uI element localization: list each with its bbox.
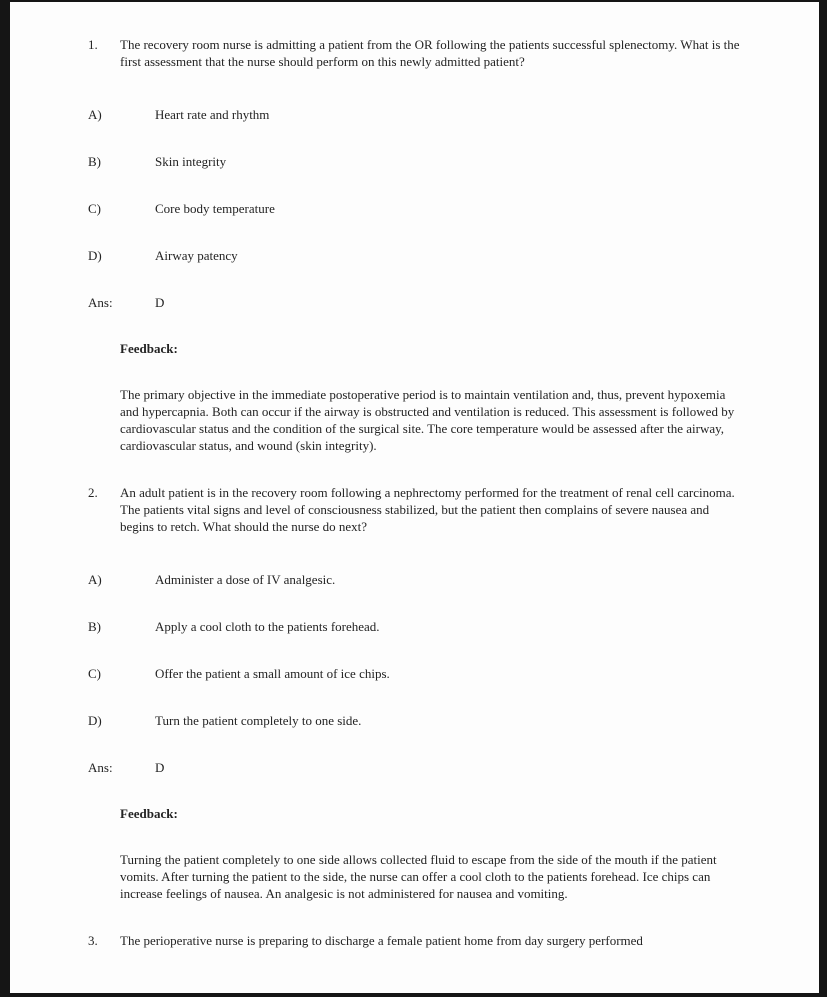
question-2-stem <box>88 484 749 535</box>
option-letter: D) <box>88 713 102 728</box>
question-number: 1. <box>88 37 98 52</box>
option-letter: B) <box>88 619 101 634</box>
option-text: Turn the patient completely to one side. <box>155 713 362 728</box>
answer-value: D <box>155 760 165 775</box>
option-text: Apply a cool cloth to the patients forehead. <box>155 619 380 634</box>
answer-row <box>88 294 749 311</box>
option-d <box>88 247 749 264</box>
question-2 <box>88 484 749 902</box>
question-1 <box>88 36 749 454</box>
option-a <box>88 571 749 588</box>
option-c <box>88 665 749 682</box>
option-letter: C) <box>88 201 101 216</box>
question-1-stem <box>88 36 749 70</box>
question-3-stem <box>88 932 749 949</box>
answer-value: D <box>155 295 165 310</box>
feedback-label: Feedback: <box>120 341 178 356</box>
option-letter: C) <box>88 666 101 681</box>
option-letter: D) <box>88 248 102 263</box>
option-text: Core body temperature <box>155 201 275 216</box>
option-letter: B) <box>88 154 101 169</box>
option-a <box>88 106 749 123</box>
feedback-text: Turning the patient completely to one side allows collected fluid to escape from the side of the mouth if the patient vomits. After turning the patient to the side, the nurse can offer a cool cloth to the patients forehead. Ice chips can increase feelings of nausea. An analgesic is not administered for nausea and vomiting. <box>120 852 717 901</box>
feedback-text: The primary objective in the immediate postoperative period is to maintain ventilation and, thus, prevent hypoxemia and hypercapnia. Both can occur if the airway is obstructed and ventilation is reduced. This assessment is followed by cardiovascular status and the condition of the surgical site. The core temperature would be assessed after the airway, cardiovascular status, and wound (skin integrity). <box>120 387 735 453</box>
question-text: An adult patient is in the recovery room following a nephrectomy performed for the treatment of renal cell carcinoma. The patients vital signs and level of consciousness stabilized, but the patient then complains of severe nausea and begins to retch. What should the nurse do next? <box>120 485 735 534</box>
question-text: The recovery room nurse is admitting a patient from the OR following the patients successful splenectomy. What is the first assessment that the nurse should perform on this newly admitted patient? <box>120 37 740 69</box>
answer-label: Ans: <box>88 760 113 775</box>
option-c <box>88 200 749 217</box>
feedback-label: Feedback: <box>120 806 178 821</box>
question-number: 3. <box>88 933 98 948</box>
question-text: The perioperative nurse is preparing to discharge a female patient home from day surgery performed <box>120 933 643 948</box>
option-b <box>88 618 749 635</box>
question-number: 2. <box>88 485 98 500</box>
option-d <box>88 712 749 729</box>
option-text: Skin integrity <box>155 154 227 169</box>
answer-row <box>88 759 749 776</box>
question-3 <box>88 932 749 949</box>
option-text: Offer the patient a small amount of ice chips. <box>155 666 390 681</box>
answer-label: Ans: <box>88 295 113 310</box>
option-text: Airway patency <box>155 248 238 263</box>
document-page <box>10 2 819 993</box>
option-text: Administer a dose of IV analgesic. <box>155 572 336 587</box>
option-b <box>88 153 749 170</box>
option-text: Heart rate and rhythm <box>155 107 270 122</box>
option-letter: A) <box>88 107 102 122</box>
option-letter: A) <box>88 572 102 587</box>
